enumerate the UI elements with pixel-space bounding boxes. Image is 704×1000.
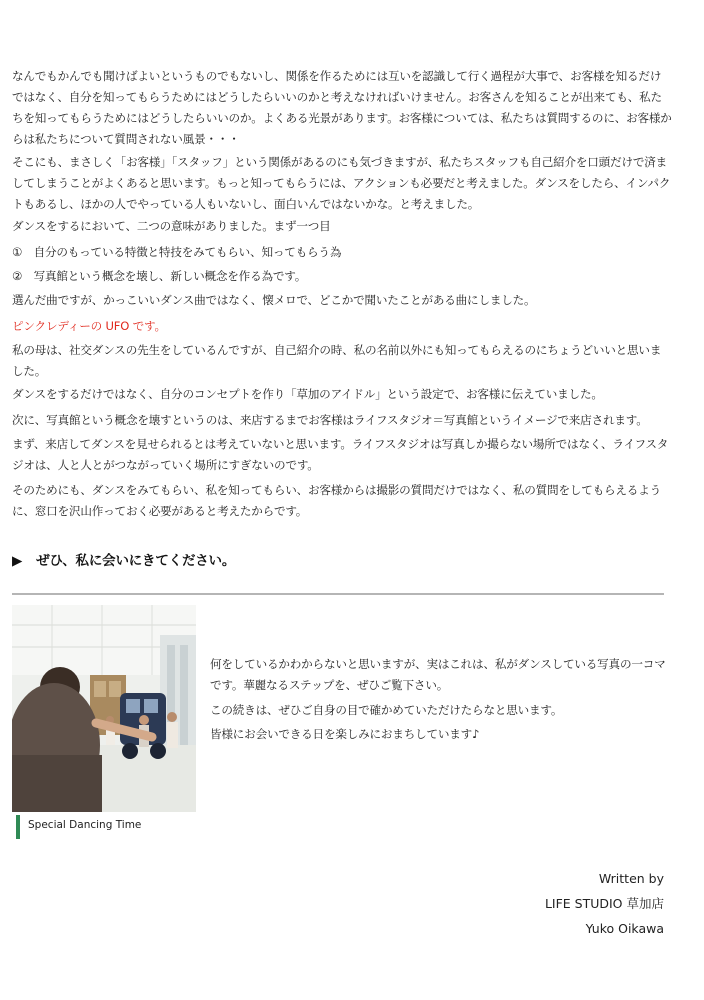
signature-studio: LIFE STUDIO 草加店 bbox=[544, 896, 664, 911]
paragraph-studio-concept: 次に、写真館という概念を壊すというのは、来店するまでお客様はライフスタジオ＝写真館というイメージで来店されます。 bbox=[12, 413, 648, 427]
paragraph-two-meanings: ダンスをするにおいて、二つの意味がありました。まず一つ目 bbox=[12, 219, 331, 233]
section-heading bbox=[12, 549, 235, 569]
photo-caption: Special Dancing Time bbox=[28, 819, 142, 831]
side-paragraph-continue: この続きは、ぜひご自身の目で確かめていただけたらなと思います。 bbox=[210, 703, 563, 717]
side-paragraph-photo: 何をしているかわからないと思いますが、実はこれは、私がダンスしている写真の一コマです。華麗なるステップを、ぜひご覧下さい。 bbox=[210, 657, 666, 692]
paragraph-reason: そのためにも、ダンスをみてもらい、私を知ってもらい、お客様からは撮影の質問だけではなく、私の質問をしてもらえるように、窓口を沢山作っておく必要があると考えたからです。 bbox=[12, 483, 661, 518]
paragraph-relationship: そこにも、まさしく「お客様」「スタッフ」という関係があるのにも気づきますが、私たちスタッフも自己紹介を口頭だけで済ましてしまうことがよくあると思います。もっと知ってもらうには、アクションも必要だと考えました。ダンスをしたら、インパクトもあるし、ほかの人でやっている人もいないし、面白いんではないかな。と考えました。 bbox=[12, 155, 671, 211]
list-item-second: ② 写真館という概念を壊し、新しい概念を作る為です。 bbox=[12, 269, 307, 283]
paragraph-song: 選んだ曲ですが、かっこいいダンス曲ではなく、懐メロで、どこかで聞いたことがある曲にしました。 bbox=[12, 293, 536, 307]
signature-written-by: Written by bbox=[598, 871, 664, 886]
list-item-first: ① 自分のもっている特徴と特技をみてもらい、知ってもらう為 bbox=[12, 245, 342, 259]
signature-author: Yuko Oikawa bbox=[585, 921, 664, 936]
paragraph-intro: なんでもかんでも聞けばよいというものでもないし、関係を作るためには互いを認識して行く過程が大事で、お客様を知るだけではなく、自分を知ってもらうためにはどうしたらいいのかと考えなければいけません。お客さんを知ることが出来ても、私たちを知ってもらうためにはどうしたらいいのか。よくある光景があります。お客様については、私たちは質問するのに、お客様からは私たちについて質問されない風景・・・ bbox=[12, 69, 672, 146]
section-divider bbox=[12, 593, 664, 595]
paragraph-concept: ダンスをするだけではなく、自分のコンセプトを作り「草加のアイドル」という設定で、お客様に伝えていました。 bbox=[12, 387, 603, 401]
caption-accent-bar bbox=[16, 815, 20, 839]
side-paragraph-closing: 皆様にお会いできる日を楽しみにおまちしています♪ bbox=[210, 727, 480, 741]
paragraph-studio-place: まず、来店してダンスを見せられるとは考えていないと思います。ライフスタジオは写真しか撮らない場所ではなく、ライフスタジオは、人と人とがつながっていく場所にすぎないのです。 bbox=[12, 437, 669, 472]
paragraph-ufo: ピンクレディーの UFO です。 bbox=[12, 319, 166, 333]
section-heading-text: ぜひ、私に会いにきてください。 bbox=[36, 553, 236, 569]
paragraph-mother: 私の母は、社交ダンスの先生をしているんですが、自己紹介の時、私の名前以外にも知ってもらえるのにちょうどいいと思いました。 bbox=[12, 343, 662, 378]
triangle-right-icon: ▶ bbox=[12, 553, 23, 569]
dance-photo bbox=[12, 605, 196, 812]
